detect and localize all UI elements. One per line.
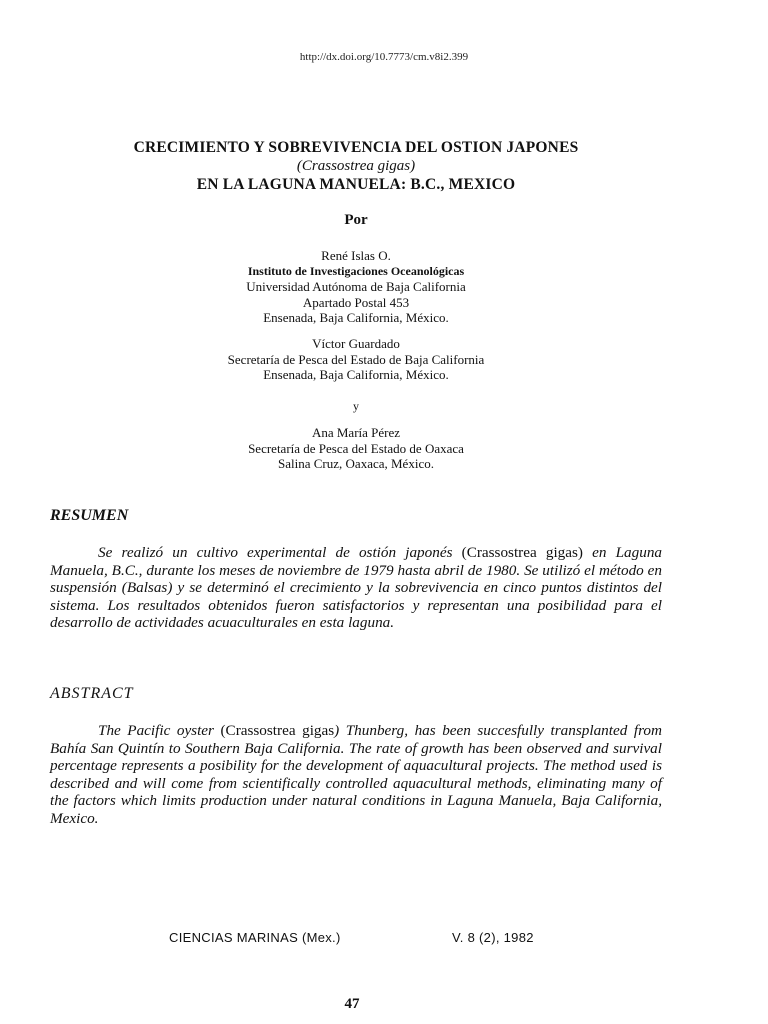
author-affiliation-line: Apartado Postal 453 bbox=[302, 294, 410, 310]
author-affiliation-line: Salina Cruz, Oaxaca, México. bbox=[278, 456, 434, 471]
author-affiliation-line: Universidad Autónoma de Baja California bbox=[246, 279, 466, 294]
title-line-1: CRECIMIENTO Y SOBREVIVENCIA DEL OSTION JAPONES bbox=[133, 139, 579, 156]
doi-link[interactable]: http://dx.doi.org/10.7773/cm.v8i2.399 bbox=[299, 51, 469, 63]
abstract-text-start: The Pacific oyster bbox=[98, 722, 221, 739]
abstract-text-end: ) Thunberg, has been succesfully transplanted from Bahía San Quintín to Southern Baja California. The rate of growth has been observed and survival percentage represents a posibility for the development of aquacultural projects. The method used is described and will come from scientifically controlled aquacultural methods, eliminating many of the factors which limits production under natural conditions in Laguna Manuela, Baja California, Mexico. bbox=[50, 722, 662, 827]
author-name: René Islas O. bbox=[321, 248, 391, 263]
author-name: Víctor Guardado bbox=[312, 336, 400, 351]
resumen-paragraph bbox=[50, 544, 662, 632]
resumen-heading: RESUMEN bbox=[50, 507, 129, 524]
author-affiliation-line: Secretaría de Pesca del Estado de Baja California bbox=[227, 351, 485, 367]
title-line-3: EN LA LAGUNA MANUELA: B.C., MEXICO bbox=[196, 176, 516, 193]
paper-title bbox=[0, 138, 712, 194]
author-affiliation-line: Instituto de Investigaciones Oceanológicas bbox=[247, 263, 465, 278]
author-block-2 bbox=[0, 336, 712, 383]
author-name: Ana María Pérez bbox=[311, 425, 401, 440]
author-block-1 bbox=[0, 248, 712, 326]
resumen-text-end: en Laguna Manuela, B.C., durante los meses de noviembre de 1979 hasta abril de 1980. Se utilizó el método en suspensión (Balsas) y se determinó el crecimiento y la sobrevivencia en cinco puntos distintos del sistema. Los resultados obtenidos fueron satisfactorios y representan una posibilidad para el desarrollo de actividades acuaculturales en esta laguna. bbox=[50, 544, 663, 632]
title-species: (Crassostrea gigas) bbox=[296, 158, 416, 174]
abstract-paragraph bbox=[50, 722, 662, 828]
author-affiliation-line: Ensenada, Baja California, México. bbox=[263, 310, 449, 325]
abstract-heading: ABSTRACT bbox=[50, 685, 134, 702]
abstract-species: (Crassostrea gigas bbox=[220, 722, 335, 739]
author-separator: y bbox=[353, 399, 359, 413]
journal-name: CIENCIAS MARINAS (Mex.) bbox=[169, 930, 341, 945]
author-affiliation-line: Secretaría de Pesca del Estado de Oaxaca bbox=[248, 440, 464, 456]
page-number: 47 bbox=[344, 996, 360, 1012]
author-block-3 bbox=[0, 425, 712, 472]
journal-volume: V. 8 (2), 1982 bbox=[452, 930, 534, 945]
author-affiliation-line: Ensenada, Baja California, México. bbox=[263, 367, 449, 382]
resumen-species: (Crassostrea gigas) bbox=[461, 544, 583, 561]
por-label: Por bbox=[344, 212, 368, 228]
resumen-text-start: Se realizó un cultivo experimental de ostión japonés bbox=[98, 544, 462, 561]
